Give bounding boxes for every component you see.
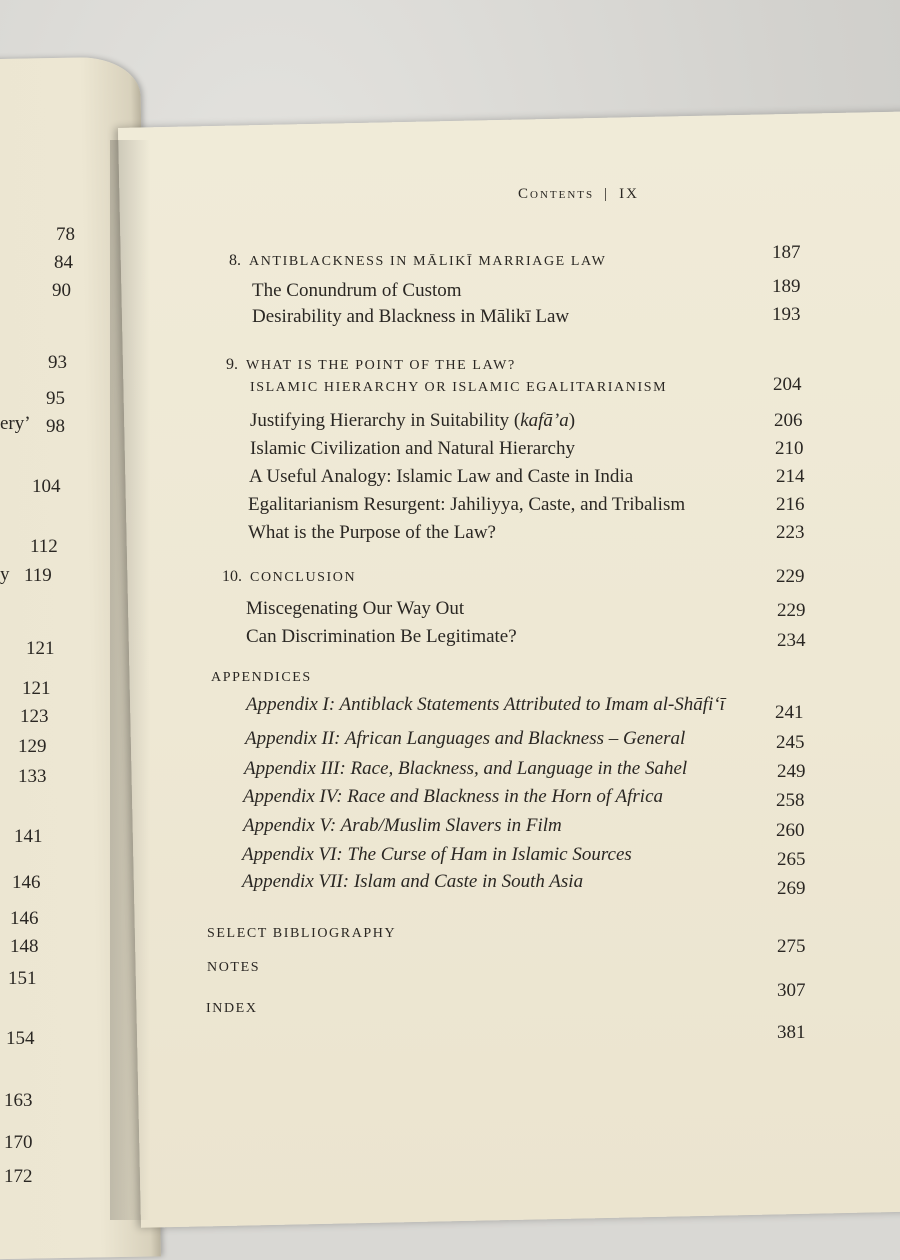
appendix-page: 265 <box>777 849 806 870</box>
book-gutter-shadow <box>110 140 150 1220</box>
running-header <box>518 186 639 203</box>
toc-chapter-9-subtitle <box>250 380 667 396</box>
bibliography-page: 275 <box>777 936 806 957</box>
toc-subsection: Desirability and Blackness in Mālikī Law <box>252 306 570 327</box>
toc-appendix: Appendix VI: The Curse of Ham in Islamic Sources <box>242 844 632 865</box>
toc-subsection: A Useful Analogy: Islamic Law and Caste in India <box>249 466 634 487</box>
toc-chapter-8 <box>229 252 606 270</box>
chapter-number: 8. <box>229 252 241 269</box>
left-page-number: 84 <box>54 252 73 273</box>
chapter-number: 9. <box>226 356 238 373</box>
subsection-page: 206 <box>774 410 803 431</box>
toc-subsection: Egalitarianism Resurgent: Jahiliyya, Caste, and Tribalism <box>248 494 686 515</box>
subsection-page: 193 <box>772 304 801 325</box>
left-page-number: 90 <box>52 280 71 301</box>
appendix-page: 245 <box>776 732 805 753</box>
left-page-number: 151 <box>8 968 37 989</box>
toc-index: INDEX <box>206 1001 258 1016</box>
index-page: 381 <box>777 1022 806 1043</box>
toc-chapter-10 <box>222 568 356 586</box>
left-page-number: 119 <box>24 565 52 586</box>
chapter-page: 204 <box>773 374 802 395</box>
left-page-number: 148 <box>10 936 39 957</box>
subsection-title-italic: kafā’a <box>520 410 569 431</box>
toc-notes: NOTES <box>207 960 261 975</box>
toc-appendix: Appendix III: Race, Blackness, and Language in the Sahel <box>244 758 688 779</box>
chapter-title: CONCLUSION <box>250 570 357 585</box>
chapter-page: 187 <box>772 242 801 263</box>
toc-subsection: Can Discrimination Be Legitimate? <box>246 626 517 647</box>
toc-subsection: The Conundrum of Custom <box>252 280 462 301</box>
appendix-page: 241 <box>775 702 804 723</box>
chapter-title: ANTIBLACKNESS IN MĀLIKĪ MARRIAGE LAW <box>249 254 607 269</box>
toc-appendices-heading: APPENDICES <box>211 670 312 685</box>
appendix-page: 269 <box>777 878 806 899</box>
left-page-number: 141 <box>14 826 43 847</box>
subsection-page: 214 <box>776 466 805 487</box>
left-page-number: 123 <box>20 706 49 727</box>
toc-subsection: Islamic Civilization and Natural Hierarchy <box>250 438 575 459</box>
subsection-page: 234 <box>777 630 806 651</box>
toc-subsection: Miscegenating Our Way Out <box>246 598 465 619</box>
toc-appendix: Appendix VII: Islam and Caste in South Asia <box>242 871 584 892</box>
chapter-number: 10. <box>222 568 242 585</box>
left-page-number: 78 <box>56 224 75 245</box>
toc-chapter-9 <box>226 356 516 374</box>
left-page-number: 121 <box>26 638 55 659</box>
header-separator: | <box>604 186 610 202</box>
subsection-page: 210 <box>775 438 804 459</box>
toc-appendix: Appendix I: Antiblack Statements Attributed to Imam al-Shāfi‘ī <box>246 694 725 715</box>
left-page-fragment: y <box>0 564 10 585</box>
toc-appendix: Appendix II: African Languages and Blackness – General <box>245 728 686 749</box>
left-page-number: 129 <box>18 736 47 757</box>
left-page-number: 170 <box>4 1132 33 1153</box>
left-page-number: 95 <box>46 388 65 409</box>
left-page-number: 154 <box>6 1028 35 1049</box>
toc-appendix: Appendix V: Arab/Muslim Slavers in Film <box>243 815 562 836</box>
subsection-title-end: ) <box>568 410 576 431</box>
left-page-number: 112 <box>30 536 58 557</box>
subsection-page: 216 <box>776 494 805 515</box>
header-page-number: IX <box>619 186 639 202</box>
chapter-page: 229 <box>776 566 805 587</box>
left-page-number: 172 <box>4 1166 33 1187</box>
left-page-number: 98 <box>46 416 65 437</box>
appendix-page: 260 <box>776 820 805 841</box>
subsection-title: Justifying Hierarchy in Suitability ( <box>250 410 521 431</box>
chapter-title: WHAT IS THE POINT OF THE LAW? <box>246 358 516 373</box>
left-page-number: 93 <box>48 352 67 373</box>
appendix-page: 249 <box>777 761 806 782</box>
subsection-page: 229 <box>777 600 806 621</box>
toc-appendix: Appendix IV: Race and Blackness in the Horn of Africa <box>243 786 664 807</box>
appendix-page: 258 <box>776 790 805 811</box>
notes-page: 307 <box>777 980 806 1001</box>
left-page-number: 133 <box>18 766 47 787</box>
toc-bibliography: SELECT BIBLIOGRAPHY <box>207 926 397 941</box>
subsection-page: 223 <box>776 522 805 543</box>
left-page-number: 146 <box>10 908 39 929</box>
header-title: Contents <box>518 186 595 202</box>
left-page-number: 121 <box>22 678 51 699</box>
left-page-number: 104 <box>32 476 61 497</box>
left-page-number: 146 <box>12 872 41 893</box>
subsection-page: 189 <box>772 276 801 297</box>
chapter-subtitle: ISLAMIC HIERARCHY OR ISLAMIC EGALITARIANISM <box>250 380 668 395</box>
left-page-number: 163 <box>4 1090 33 1111</box>
toc-subsection: What is the Purpose of the Law? <box>248 522 496 543</box>
left-page-fragment: ery’ <box>0 413 31 434</box>
toc-subsection <box>250 410 575 432</box>
